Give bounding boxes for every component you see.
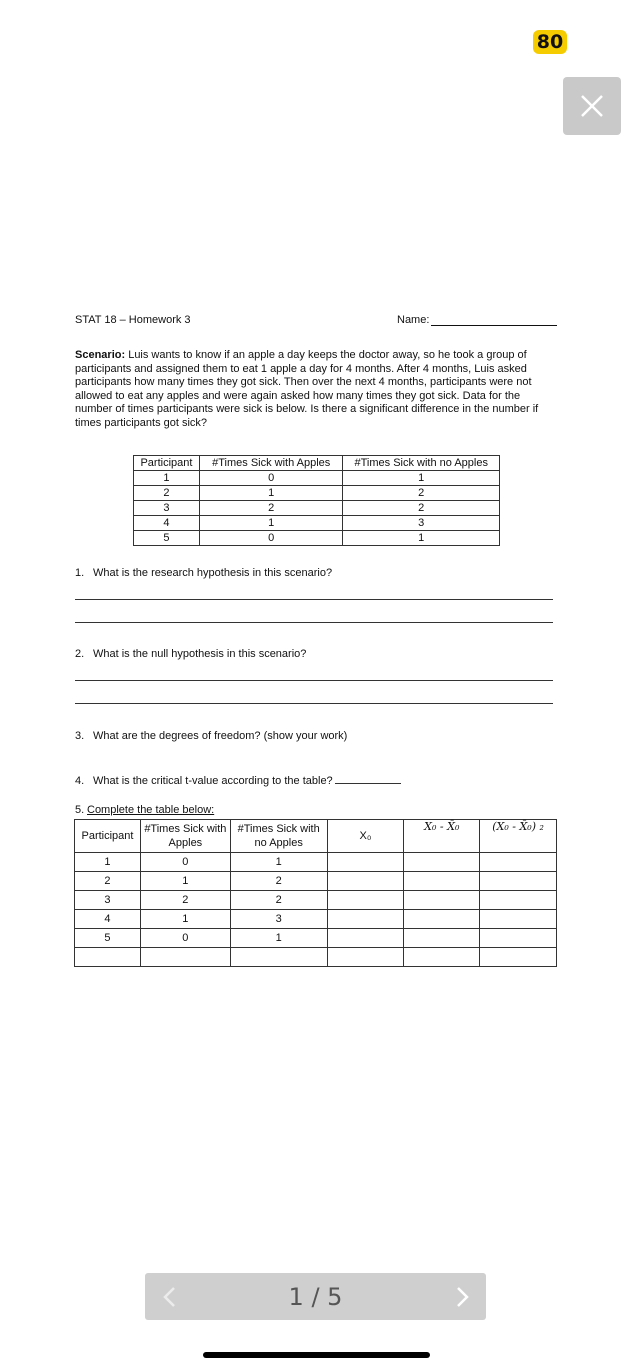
question-4 bbox=[75, 775, 401, 787]
scenario-text: Luis wants to know if an apple a day keeps the doctor away, so he took a group of participants and assigned them to eat 1 apple a day for 4 months. After 4 months, Luis asked participants how many times they got sick. Then over the next 4 months, participants were not allowed to eat any apples and were again asked how many times they got sick. Data for the number of times participants were sick is below. Is there a significant difference in the number if times participants got sick? bbox=[75, 349, 539, 429]
table-cell: 4 bbox=[75, 910, 141, 929]
table-cell: 0 bbox=[199, 531, 343, 546]
table-cell: 2 bbox=[199, 501, 343, 516]
question-text: What is the critical t-value according to the table? bbox=[93, 775, 333, 787]
table-cell: 0 bbox=[199, 471, 343, 486]
table-cell: 3 bbox=[230, 910, 327, 929]
course-title: STAT 18 – Homework 3 bbox=[75, 314, 191, 326]
answer-line bbox=[75, 622, 553, 623]
table-cell: 1 bbox=[343, 531, 500, 546]
table-cell bbox=[327, 929, 404, 948]
table-cell: 3 bbox=[75, 891, 141, 910]
answer-line bbox=[75, 599, 553, 600]
table-cell: 1 bbox=[199, 486, 343, 501]
table-cell: 5 bbox=[75, 929, 141, 948]
table-cell: 1 bbox=[230, 929, 327, 948]
table-cell bbox=[327, 910, 404, 929]
table-cell: 1 bbox=[199, 516, 343, 531]
question-5 bbox=[75, 804, 214, 816]
table-cell: 3 bbox=[134, 501, 200, 516]
question-text: What is the research hypothesis in this scenario? bbox=[93, 567, 333, 579]
table-cell: 1 bbox=[343, 471, 500, 486]
table-row bbox=[75, 948, 557, 967]
question-number: 5. bbox=[75, 804, 85, 816]
data-table bbox=[133, 455, 500, 546]
table-cell bbox=[327, 853, 404, 872]
table-row bbox=[75, 853, 557, 872]
table-cell: 4 bbox=[134, 516, 200, 531]
answer-line bbox=[335, 783, 401, 784]
table-cell bbox=[327, 891, 404, 910]
document-header bbox=[75, 314, 557, 330]
table-cell bbox=[480, 853, 557, 872]
question-1 bbox=[75, 567, 332, 579]
question-text: What are the degrees of freedom? (show your work) bbox=[93, 730, 348, 742]
table-cell: 2 bbox=[134, 486, 200, 501]
table-row bbox=[134, 501, 500, 516]
table-cell bbox=[404, 910, 480, 929]
table-row bbox=[75, 872, 557, 891]
table-header: #Times Sick with Apples bbox=[199, 456, 343, 471]
table-cell bbox=[140, 948, 230, 967]
worksheet-table bbox=[74, 819, 557, 967]
table-header: Participant bbox=[75, 820, 141, 853]
table-header: Participant bbox=[134, 456, 200, 471]
table-cell bbox=[327, 872, 404, 891]
home-indicator[interactable] bbox=[203, 1352, 430, 1358]
table-cell bbox=[404, 891, 480, 910]
table-cell: 1 bbox=[140, 910, 230, 929]
table-cell: 2 bbox=[75, 872, 141, 891]
name-label: Name: bbox=[397, 314, 430, 326]
table-cell: 0 bbox=[140, 853, 230, 872]
table-cell bbox=[404, 948, 480, 967]
table-header: #Times Sick with Apples bbox=[140, 820, 230, 853]
table-header: #Times Sick with no Apples bbox=[343, 456, 500, 471]
question-number: 1. bbox=[75, 567, 85, 579]
table-cell bbox=[230, 948, 327, 967]
close-icon bbox=[578, 92, 606, 120]
question-text: Complete the table below: bbox=[87, 804, 215, 816]
table-cell bbox=[480, 910, 557, 929]
scenario-paragraph bbox=[75, 349, 557, 430]
question-3 bbox=[75, 730, 347, 742]
close-button[interactable] bbox=[563, 77, 621, 135]
table-cell: 5 bbox=[134, 531, 200, 546]
table-cell: 2 bbox=[343, 501, 500, 516]
table-row bbox=[75, 929, 557, 948]
table-cell: 1 bbox=[230, 853, 327, 872]
table-header-row bbox=[134, 456, 500, 471]
table-row bbox=[134, 516, 500, 531]
table-cell: 1 bbox=[140, 872, 230, 891]
answer-line bbox=[75, 703, 553, 704]
table-header: X₀ - X̄₀ bbox=[404, 820, 480, 853]
table-cell: 1 bbox=[75, 853, 141, 872]
question-number: 3. bbox=[75, 730, 85, 742]
table-cell bbox=[404, 872, 480, 891]
table-cell: 3 bbox=[343, 516, 500, 531]
answer-line bbox=[75, 680, 553, 681]
table-cell: 2 bbox=[230, 891, 327, 910]
page-navigator bbox=[145, 1273, 486, 1320]
next-page-button[interactable] bbox=[451, 1285, 473, 1309]
table-cell bbox=[480, 872, 557, 891]
table-cell bbox=[404, 853, 480, 872]
table-cell: 0 bbox=[140, 929, 230, 948]
name-line bbox=[431, 325, 557, 326]
table-header: (X₀ - X̄₀) ₂ bbox=[480, 820, 557, 853]
table-cell: 2 bbox=[230, 872, 327, 891]
question-number: 2. bbox=[75, 648, 85, 660]
table-row bbox=[134, 486, 500, 501]
page-indicator: 1 / 5 bbox=[288, 1283, 343, 1311]
table-header-row bbox=[75, 820, 557, 853]
table-cell: 2 bbox=[343, 486, 500, 501]
table-cell bbox=[480, 891, 557, 910]
table-row bbox=[134, 471, 500, 486]
table-header: #Times Sick with no Apples bbox=[230, 820, 327, 853]
table-cell: 1 bbox=[134, 471, 200, 486]
question-number: 4. bbox=[75, 775, 85, 787]
table-cell bbox=[75, 948, 141, 967]
table-row bbox=[134, 531, 500, 546]
score-badge: 80 bbox=[533, 30, 567, 54]
question-text: What is the null hypothesis in this scenario? bbox=[93, 648, 307, 660]
table-cell bbox=[480, 929, 557, 948]
table-row bbox=[75, 891, 557, 910]
table-header: X₀ bbox=[327, 820, 404, 853]
table-row bbox=[75, 910, 557, 929]
table-cell bbox=[404, 929, 480, 948]
table-cell bbox=[327, 948, 404, 967]
table-cell: 2 bbox=[140, 891, 230, 910]
scenario-label: Scenario: bbox=[75, 349, 126, 361]
table-cell bbox=[480, 948, 557, 967]
question-2 bbox=[75, 648, 306, 660]
